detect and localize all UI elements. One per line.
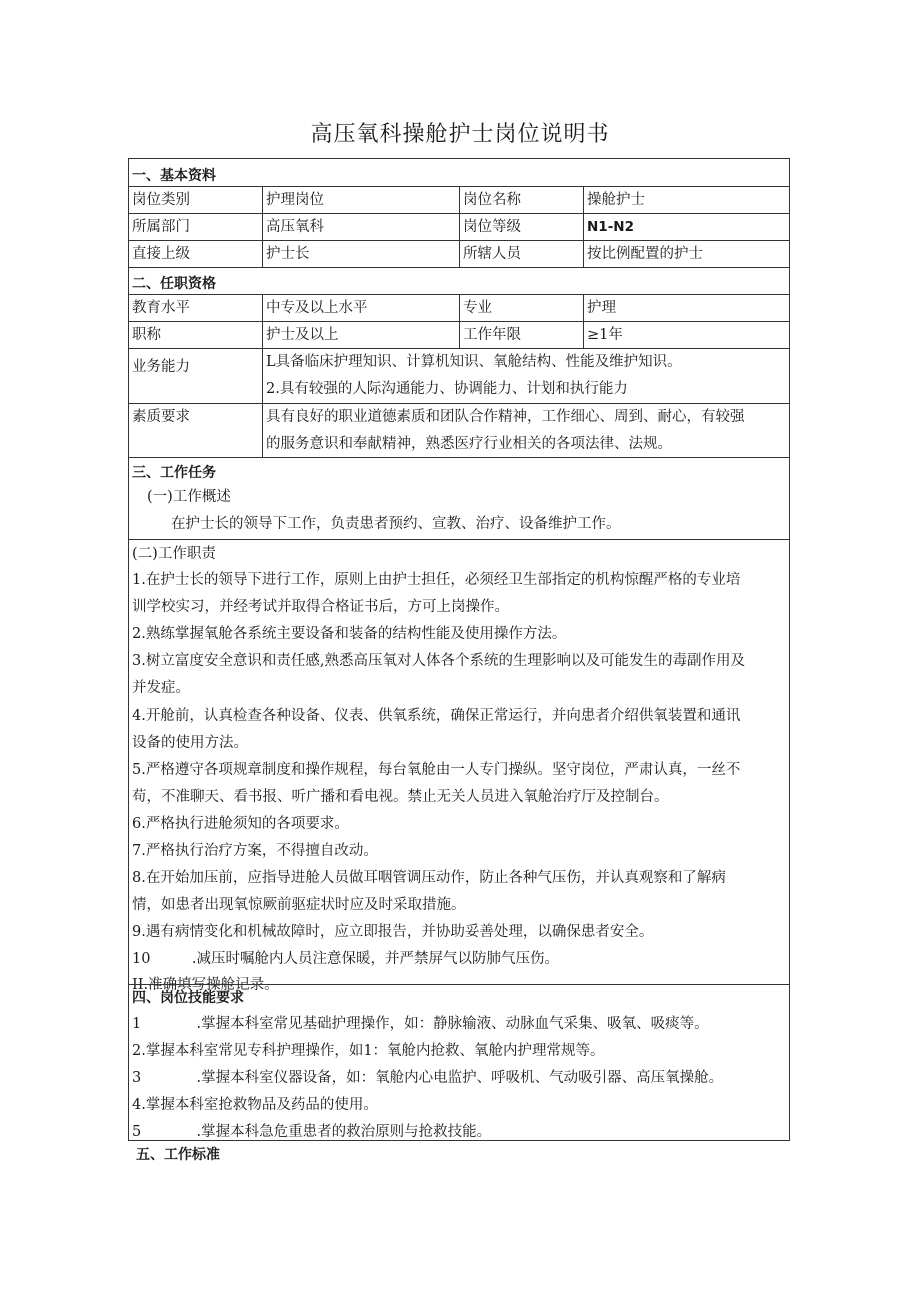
skill-line: 2.掌握本科室常见专科护理操作，如1：氧舱内抢救、氧舱内护理常规等。 bbox=[132, 1043, 605, 1059]
overview-text: 在护士长的领导下工作，负责患者预约、宣教、治疗、设备维护工作。 bbox=[171, 516, 621, 532]
field-label: 业务能力 bbox=[132, 359, 190, 375]
duty-line: 10 .减压时嘱舱内人员注意保暖，并严禁屏气以防肺气压伤。 bbox=[132, 951, 560, 967]
field-value bbox=[262, 404, 789, 457]
section-qualification-header bbox=[129, 267, 789, 294]
field-label: 专业 bbox=[459, 295, 583, 321]
duty-line: 设备的使用方法。 bbox=[132, 735, 248, 751]
field-label: 教育水平 bbox=[132, 300, 190, 316]
duty-line: 并发症。 bbox=[132, 680, 190, 696]
duty-line: 9.遇有病情变化和机械故障时，应立即报告，并协助妥善处理，以确保患者安全。 bbox=[132, 924, 654, 940]
skill-line: 4.掌握本科室抢救物品及药品的使用。 bbox=[132, 1097, 378, 1113]
field-value bbox=[262, 349, 789, 403]
section-standards-title: 五、工作标准 bbox=[136, 1147, 220, 1163]
document-title: 高压氧科操舱护士岗位说明书 bbox=[310, 122, 610, 147]
table-row bbox=[129, 186, 789, 213]
duties-heading: (二)工作职责 bbox=[132, 546, 216, 562]
field-label: 职称 bbox=[132, 327, 161, 343]
duty-line: 3.树立富度安全意识和责任感,熟悉高压氧对人体各个系统的生理影响以及可能发生的毒副作用及 bbox=[132, 653, 745, 669]
field-value: 护理岗位 bbox=[262, 187, 459, 213]
field-label: 所辖人员 bbox=[459, 241, 583, 267]
duty-line: 苟，不准聊天、看书报、听广播和看电视。禁止无关人员进入氧舱治疗厅及控制台。 bbox=[132, 789, 669, 805]
skill-line: 1 .掌握本科室常见基础护理操作，如：静脉输液、动脉血气采集、吸氧、吸痰等。 bbox=[132, 1016, 709, 1032]
section-title: 三、工作任务 bbox=[132, 465, 216, 481]
table-row bbox=[129, 321, 789, 348]
section-skills-header bbox=[129, 984, 789, 1011]
field-label: 岗位名称 bbox=[459, 187, 583, 213]
field-label: 岗位等级 bbox=[459, 214, 583, 240]
section-title: 一、基本资料 bbox=[132, 168, 216, 184]
skill-line: 5 .掌握本科急危重患者的救治原则与抢救技能。 bbox=[132, 1124, 492, 1140]
quality-line: 具有良好的职业道德素质和团队合作精神，工作细心、周到、耐心，有较强 bbox=[266, 409, 745, 425]
section-basic-header bbox=[129, 159, 789, 186]
table-row bbox=[129, 240, 789, 267]
skill-line: 3 .掌握本科室仪器设备，如：氧舱内心电监护、呼吸机、气动吸引器、高压氧操舱。 bbox=[132, 1070, 724, 1086]
duty-line: II.准确填写操舱记录。 bbox=[132, 977, 279, 993]
field-value: 中专及以上水平 bbox=[262, 295, 459, 321]
section-title: 四、岗位技能要求 bbox=[132, 990, 244, 1006]
field-label: 直接上级 bbox=[132, 246, 190, 262]
table-row bbox=[129, 348, 789, 403]
field-value: ≥1年 bbox=[583, 322, 789, 348]
ability-line: L具备临床护理知识、计算机知识、氧舱结构、性能及维护知识。 bbox=[266, 354, 682, 370]
duty-line: 1.在护士长的领导下进行工作，原则上由护士担任，必须经卫生部指定的机构惊醒严格的专业培 bbox=[132, 572, 741, 588]
duty-line: 7.严格执行治疗方案，不得擅自改动。 bbox=[132, 843, 378, 859]
duty-line: 训学校实习，并经考试并取得合格证书后，方可上岗操作。 bbox=[132, 599, 509, 615]
duty-line: 2.熟练掌握氧舱各系统主要设备和装备的结构性能及使用操作方法。 bbox=[132, 626, 567, 642]
section-title: 二、任职资格 bbox=[132, 276, 216, 292]
table-row bbox=[129, 403, 789, 457]
duty-line: 8.在开始加压前，应指导进舱人员做耳咽管调压动作，防止各种气压伤，并认真观察和了解病 bbox=[132, 870, 726, 886]
duty-line: 4.开舱前，认真检查各种设备、仪表、供氧系统，确保正常运行，并向患者介绍供氧装置和通讯 bbox=[132, 708, 741, 724]
overview-heading: (一)工作概述 bbox=[147, 489, 231, 505]
skills-list bbox=[129, 1011, 789, 1141]
work-overview bbox=[129, 484, 789, 539]
job-description-table bbox=[128, 158, 790, 1141]
ability-line: 2.具有较强的人际沟通能力、协调能力、计划和执行能力 bbox=[266, 381, 628, 397]
work-duties bbox=[129, 539, 789, 993]
field-label: 岗位类别 bbox=[132, 192, 190, 208]
field-value: 操舱护士 bbox=[583, 187, 789, 213]
table-row bbox=[129, 294, 789, 321]
duty-line: 6.严格执行进舱须知的各项要求。 bbox=[132, 816, 349, 832]
field-value: 护士及以上 bbox=[262, 322, 459, 348]
quality-line: 的服务意识和奉献精神，熟悉医疗行业相关的各项法律、法规。 bbox=[266, 436, 672, 452]
field-label: 工作年限 bbox=[459, 322, 583, 348]
section-tasks-header bbox=[129, 457, 789, 484]
field-value: 护理 bbox=[583, 295, 789, 321]
field-label: 素质要求 bbox=[132, 409, 190, 425]
duty-line: 5.严格遵守各项规章制度和操作规程，每台氧舱由一人专门操纵。坚守岗位，严肃认真，一丝不 bbox=[132, 762, 741, 778]
field-value: 高压氧科 bbox=[262, 214, 459, 240]
field-value: N1-N2 bbox=[583, 214, 789, 240]
duty-line: 情，如患者出现氧惊厥前驱症状时应及时采取措施。 bbox=[132, 897, 466, 913]
field-value: 按比例配置的护士 bbox=[583, 241, 789, 267]
field-value: 护士长 bbox=[262, 241, 459, 267]
field-label: 所属部门 bbox=[132, 219, 190, 235]
table-row bbox=[129, 213, 789, 240]
